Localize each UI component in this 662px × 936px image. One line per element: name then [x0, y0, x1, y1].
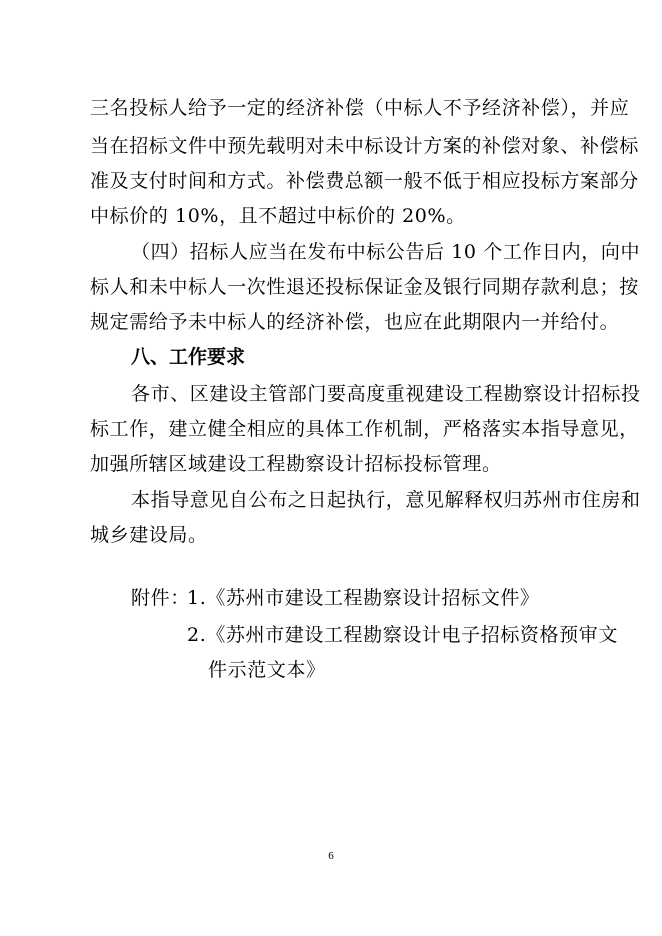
paragraph-line: 中标价的 10%，且不超过中标价的 20%。 [90, 205, 466, 227]
paragraph-line: 本指导意见自公布之日起执行，意见解释权归苏州市住房和 [131, 489, 641, 511]
paragraph-line: 准及支付时间和方式。补偿费总额一般不低于相应投标方案部分 [90, 170, 639, 192]
paragraph-line: 三名投标人给予一定的经济补偿（中标人不予经济补偿），并应 [90, 97, 630, 119]
paragraph-line: 城乡建设局。 [90, 524, 208, 546]
attachment-item-2: 2.《苏州市建设工程勘察设计电子招标资格预审文 [187, 624, 618, 646]
paragraph-line: 标人和未中标人一次性退还投标保证金及银行同期存款利息；按 [90, 276, 639, 298]
attachment-item-1: 1.《苏州市建设工程勘察设计招标文件》 [187, 587, 540, 609]
paragraph-line: 各市、区建设主管部门要高度重视建设工程勘察设计招标投 [131, 383, 641, 405]
paragraph-line: 标工作，建立健全相应的具体工作机制，严格落实本指导意见， [90, 418, 639, 440]
paragraph-line: 加强所辖区域建设工程勘察设计招标投标管理。 [90, 453, 502, 475]
attachments-label: 附件： [131, 587, 190, 609]
section-heading: 八、工作要求 [131, 346, 246, 368]
paragraph-line: 规定需给予未中标人的经济补偿，也应在此期限内一并给付。 [90, 311, 620, 333]
attachment-item-2-continued: 件示范文本》 [208, 659, 326, 681]
page-number: 6 [328, 850, 334, 862]
paragraph-line: （四）招标人应当在发布中标公告后 10 个工作日内，向中 [131, 241, 641, 263]
paragraph-line: 当在招标文件中预先载明对未中标设计方案的补偿对象、补偿标 [90, 135, 639, 157]
